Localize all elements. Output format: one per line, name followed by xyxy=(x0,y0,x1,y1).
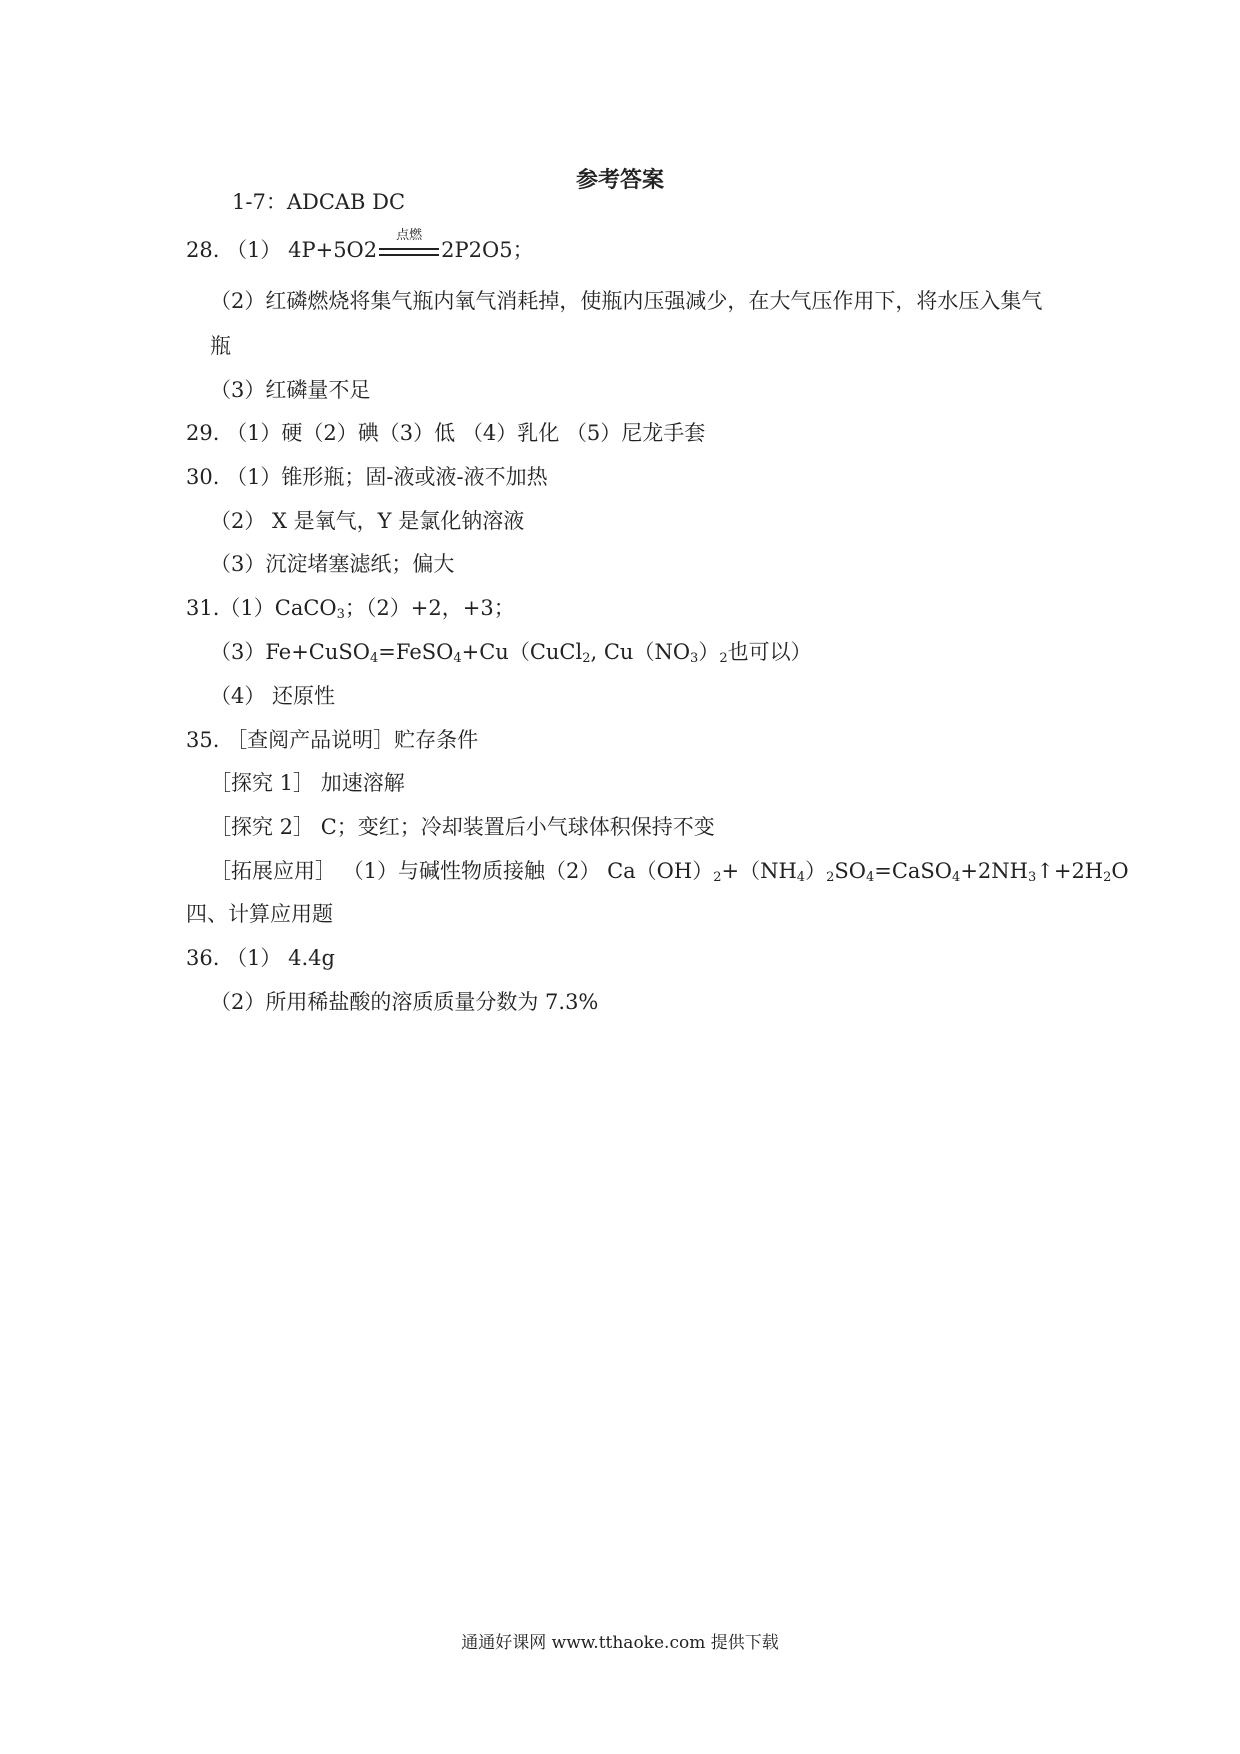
answer-28-1 xyxy=(186,228,534,264)
answer-text: ↑+2H xyxy=(1036,859,1104,883)
answer-28-2 xyxy=(210,287,1042,315)
page-title: 参考答案 xyxy=(575,168,664,193)
answer-31-3 xyxy=(210,638,812,666)
subscript: 4 xyxy=(796,870,806,885)
equation-left: 28. （1） 4P+5O2 xyxy=(186,238,378,262)
answer-text: （2）红磷燃烧将集气瓶内氧气消耗掉，使瓶内压强减少，在大气压作用下，将水压入集气 xyxy=(210,289,1043,313)
answer-30-2 xyxy=(210,507,524,535)
answer-36-2 xyxy=(210,988,598,1016)
answer-31-4 xyxy=(210,682,335,710)
answer-text: （3）沉淀堵塞滤纸；偏大 xyxy=(210,552,455,576)
answer-text: 1-7：ADCAB DC xyxy=(232,190,406,214)
answer-text: 29. （1）硬（2）碘（3）低 （4）乳化 （5）尼龙手套 xyxy=(186,421,706,445)
answer-text: （2） X 是氧气，Y 是氯化钠溶液 xyxy=(210,509,525,533)
answer-text: 35. ［查阅产品说明］贮存条件 xyxy=(186,728,479,752)
answer-1-7 xyxy=(232,188,405,216)
answer-text: 36. （1） 4.4g xyxy=(186,946,335,970)
subscript: 4 xyxy=(865,870,875,885)
answer-text: （3）Fe+CuSO xyxy=(210,640,371,664)
answer-text: ；（2）+2，+3； xyxy=(344,596,515,620)
answer-35 xyxy=(186,726,478,754)
answer-text: +Cu（CuCl xyxy=(461,640,583,664)
reaction-condition: 点燃 xyxy=(396,228,423,243)
subscript: 2 xyxy=(719,651,728,666)
answer-text: =CaSO xyxy=(874,859,953,883)
answer-text: ） xyxy=(805,859,827,883)
equation-right: 2P2O5； xyxy=(441,238,534,262)
answer-text: 31.（1）CaCO xyxy=(186,596,337,620)
subscript: 4 xyxy=(453,651,462,666)
answer-text: +2NH xyxy=(960,859,1028,883)
subscript: 4 xyxy=(952,870,961,885)
answer-36-1 xyxy=(186,944,335,972)
answer-text: +（NH xyxy=(721,859,797,883)
subscript: 3 xyxy=(690,651,699,666)
answer-35-extension xyxy=(210,857,1129,885)
answer-35-explore-2 xyxy=(210,813,715,841)
answer-text: （2）所用稀盐酸的溶质质量分数为 7.3% xyxy=(210,990,599,1014)
subscript: 3 xyxy=(1027,870,1037,885)
answer-text: O xyxy=(1111,859,1129,883)
answer-text: 也可以） xyxy=(727,640,812,664)
answer-30-3 xyxy=(210,550,454,578)
answer-text: =FeSO xyxy=(378,640,454,664)
answer-text: ［拓展应用］ （1）与碱性物质接触（2） Ca（OH） xyxy=(210,859,714,883)
answer-28-3 xyxy=(210,376,370,404)
subscript: 4 xyxy=(370,651,379,666)
answer-text: SO xyxy=(834,859,866,883)
double-bar xyxy=(379,248,439,256)
answer-text: （4） 还原性 xyxy=(210,684,336,708)
subscript: 2 xyxy=(826,870,835,885)
answer-text: ［探究 1］ 加速溶解 xyxy=(210,771,405,795)
answer-31-1-2 xyxy=(186,594,515,622)
reaction-condition-sign xyxy=(377,228,441,264)
answer-text: ） xyxy=(698,640,720,664)
subscript: 2 xyxy=(582,651,591,666)
answer-text: 30. （1）锥形瓶；固-液或液-液不加热 xyxy=(186,465,548,489)
answer-text: 瓶 xyxy=(210,334,231,358)
answer-30-1 xyxy=(186,463,548,491)
section-heading-4 xyxy=(186,900,333,928)
answer-text: , Cu（NO xyxy=(590,640,691,664)
answer-35-explore-1 xyxy=(210,769,405,797)
subscript: 2 xyxy=(1103,870,1112,885)
section-heading-text: 四、计算应用题 xyxy=(186,902,333,926)
answer-29 xyxy=(186,419,705,447)
subscript: 3 xyxy=(336,607,345,622)
answer-text: （3）红磷量不足 xyxy=(210,378,371,402)
page-footer: 通通好课网 www.tthaoke.com 提供下载 xyxy=(461,1633,779,1653)
answer-28-2-cont xyxy=(210,332,231,360)
answer-text: ［探究 2］ C；变红；冷却装置后小气球体积保持不变 xyxy=(210,815,715,839)
subscript: 2 xyxy=(713,870,722,885)
